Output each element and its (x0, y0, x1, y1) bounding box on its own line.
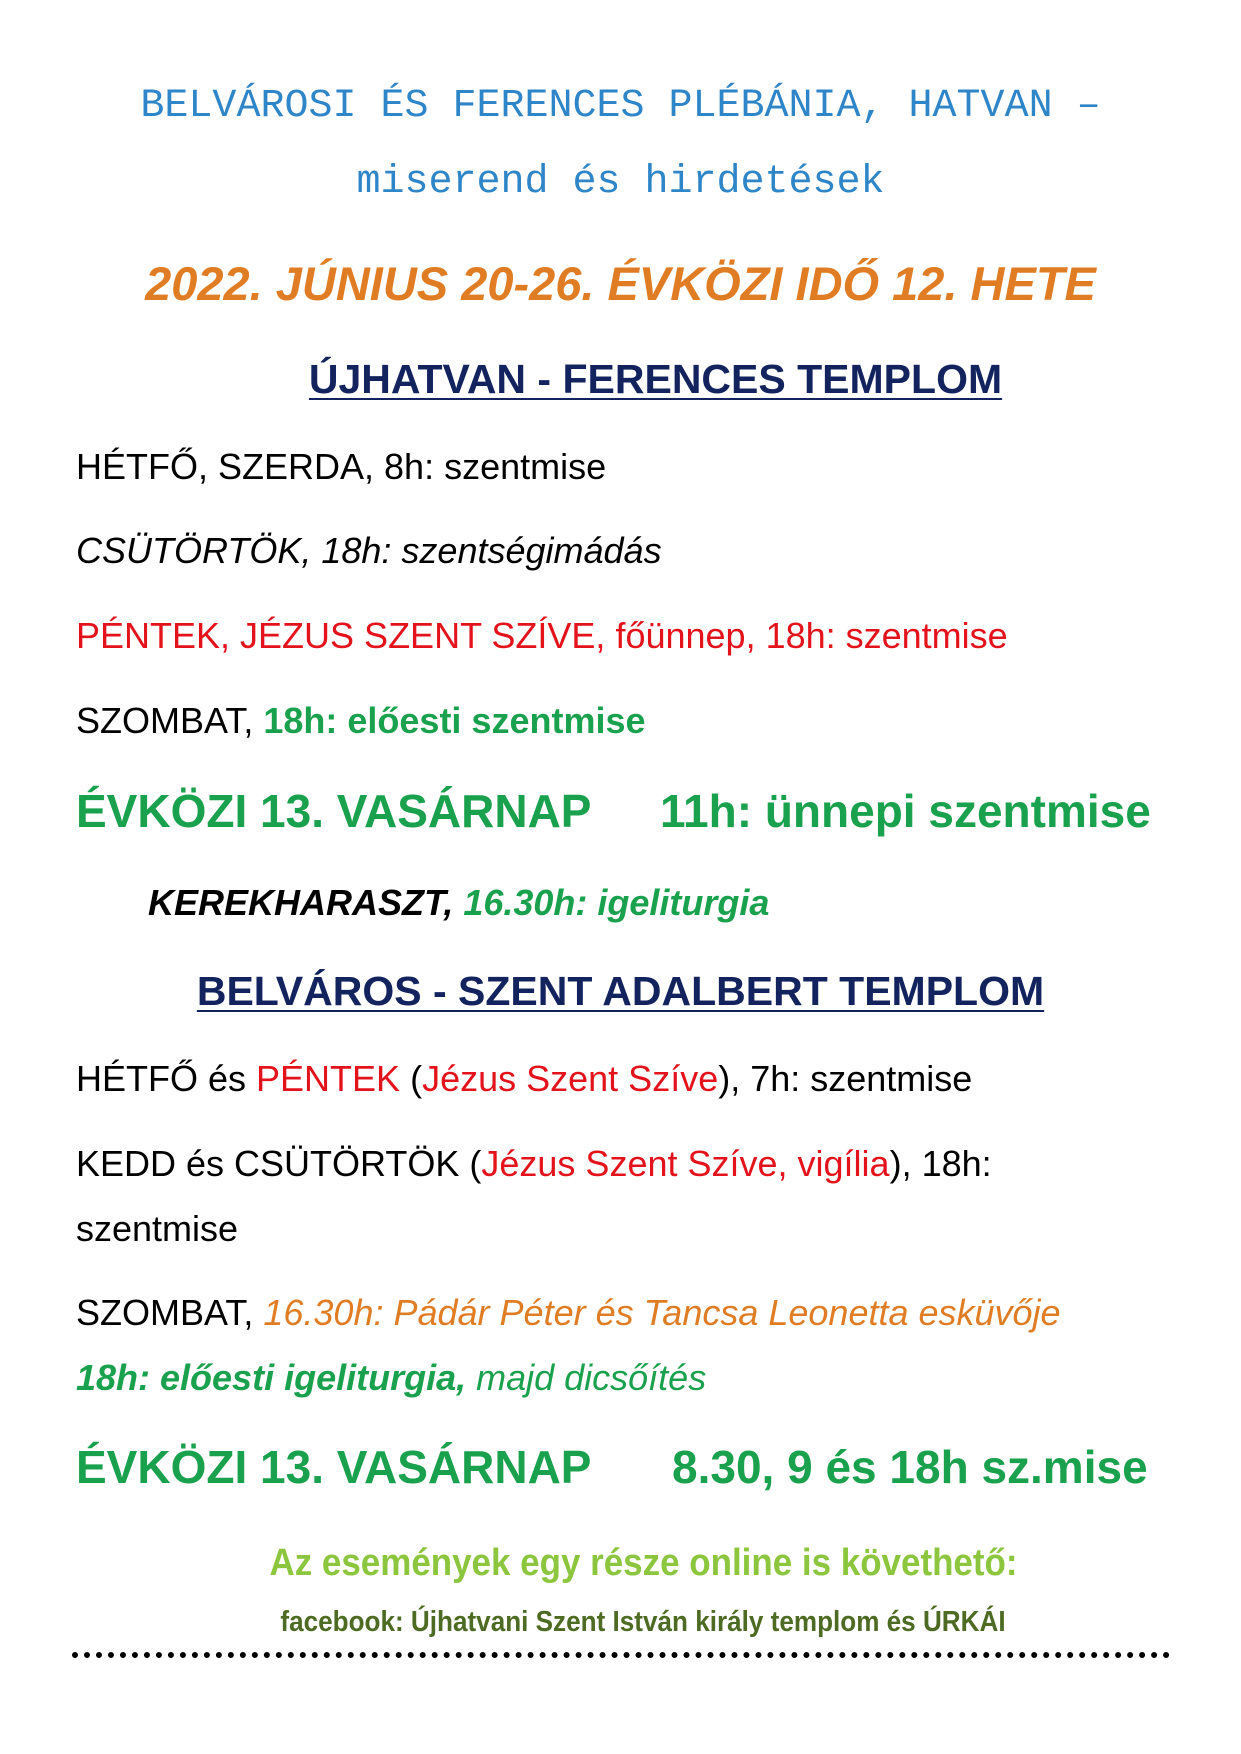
adalbert-line-2-cont: szentmise (76, 1208, 239, 1249)
adalbert-line-3 (76, 1292, 1061, 1334)
adalbert-worship: majd dicsőítés (466, 1357, 707, 1398)
facebook-note: facebook: Újhatvani Szent István király templom és ÚRKÁI (280, 1606, 1006, 1638)
adalbert-l1-paren: ( (400, 1058, 423, 1099)
ferences-saturday-mass: 18h: előesti szentmise (263, 700, 646, 741)
adalbert-saturday: SZOMBAT, (76, 1292, 264, 1333)
adalbert-heading: BELVÁROS - SZENT ADALBERT TEMPLOM (196, 968, 1045, 1014)
ferences-line-1: HÉTFŐ, SZERDA, 8h: szentmise (76, 446, 607, 487)
kerekharaszt-line (148, 882, 769, 924)
adalbert-wedding: 16.30h: Pádár Péter és Tancsa Leonetta esküvője (263, 1292, 1061, 1333)
week-title: 2022. JÚNIUS 20-26. ÉVKÖZI IDŐ 12. HETE (145, 257, 1096, 310)
dotted-divider (72, 1652, 1170, 1658)
ferences-sunday-label: ÉVKÖZI 13. VASÁRNAP (76, 785, 592, 837)
adalbert-line-4 (76, 1357, 706, 1399)
adalbert-line-2 (76, 1143, 992, 1185)
ferences-saturday: SZOMBAT, (76, 700, 264, 741)
adalbert-l1-feast: Jézus Szent Szíve (422, 1058, 719, 1099)
adalbert-line-1 (76, 1058, 972, 1100)
adalbert-heading-wrap (0, 968, 1241, 1015)
adalbert-l2-time: ), 18h: (889, 1143, 992, 1184)
title-line-1: BELVÁROSI ÉS FERENCES PLÉBÁNIA, HATVAN – (140, 84, 1101, 129)
adalbert-l2-part1: KEDD és CSÜTÖRTÖK ( (76, 1143, 482, 1184)
ferences-sunday-mass: 11h: ünnepi szentmise (660, 785, 1151, 837)
kerekharaszt-label: KEREKHARASZT, (148, 882, 464, 923)
ferences-heading: ÚJHATVAN - FERENCES TEMPLOM (308, 356, 1003, 402)
adalbert-l1-friday: PÉNTEK (256, 1058, 401, 1099)
adalbert-sunday-mass: 8.30, 9 és 18h sz.mise (672, 1441, 1148, 1493)
adalbert-l1-part1: HÉTFŐ és (76, 1058, 257, 1099)
kerekharaszt-time: 16.30h: igeliturgia (463, 882, 770, 923)
adalbert-l1-time: ), 7h: szentmise (718, 1058, 973, 1099)
adalbert-l2-feast: Jézus Szent Szíve, vigília (481, 1143, 890, 1184)
ferences-line-3: PÉNTEK, JÉZUS SZENT SZÍVE, főünnep, 18h: szentmise (76, 615, 1008, 656)
ferences-heading-wrap (0, 356, 1241, 403)
online-note: Az események egy része online is követhető: (269, 1542, 1018, 1584)
ferences-line-2: CSÜTÖRTÖK, 18h: szentségimádás (76, 530, 662, 571)
ferences-line-4 (76, 700, 646, 742)
title-line-2: miserend és hirdetések (356, 160, 885, 205)
adalbert-vigil: 18h: előesti igeliturgia, (76, 1357, 467, 1398)
adalbert-sunday-label: ÉVKÖZI 13. VASÁRNAP (76, 1441, 592, 1493)
